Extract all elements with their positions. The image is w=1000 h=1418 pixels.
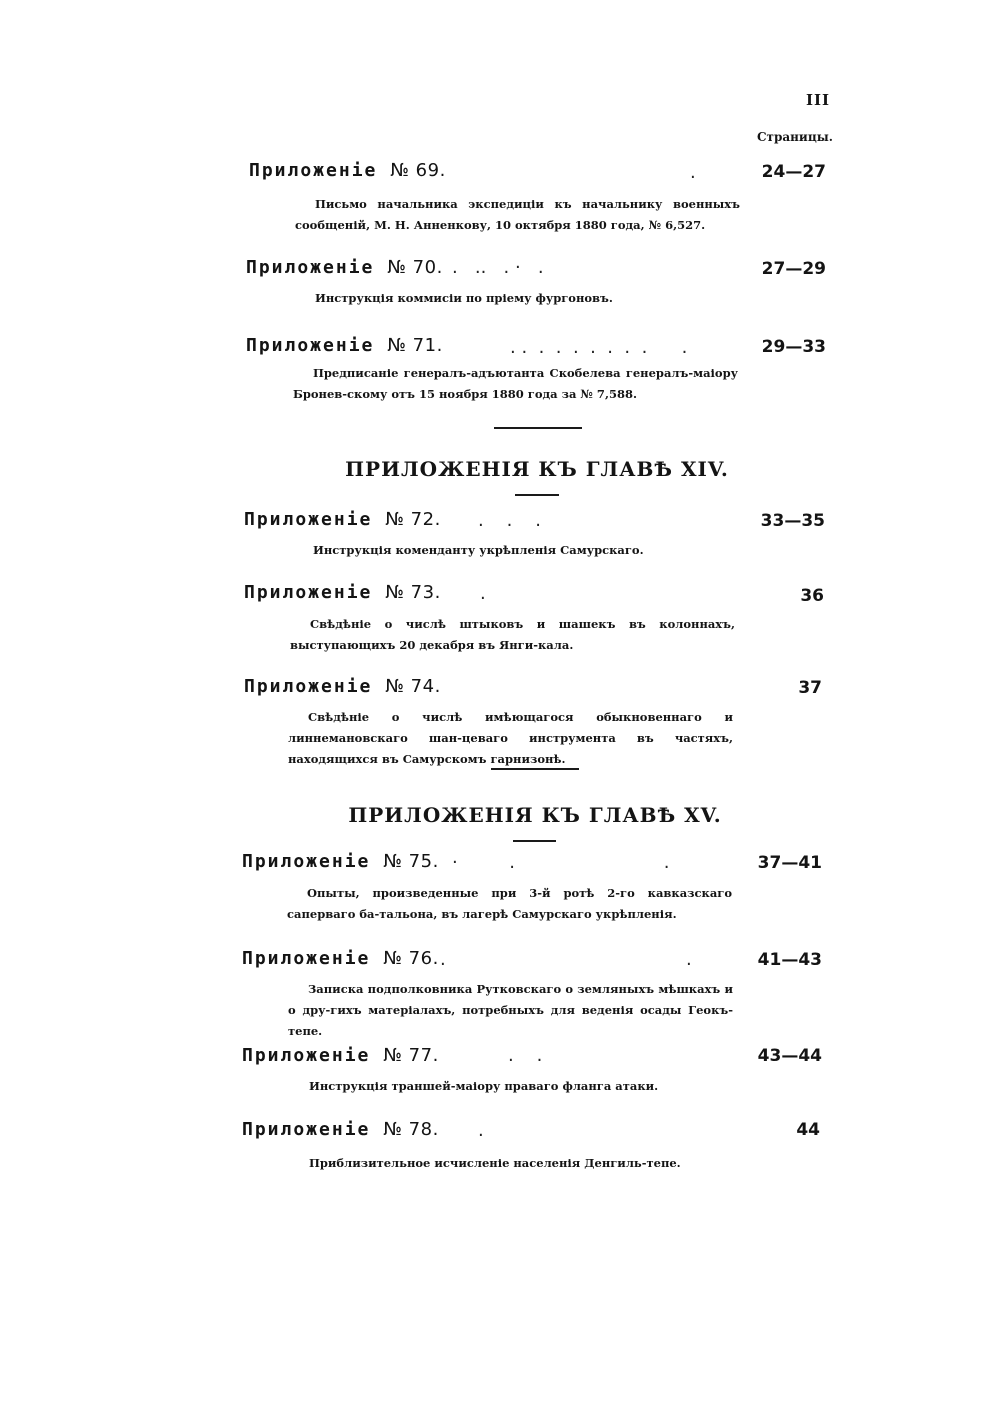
leader-dots: . . bbox=[508, 1045, 543, 1066]
appendix-label: Приложеніе bbox=[242, 948, 371, 969]
appendix-label: Приложеніе bbox=[249, 160, 378, 181]
appendix-label: Приложеніе bbox=[242, 1045, 371, 1066]
section-divider bbox=[491, 768, 579, 770]
appendix-pages-75: 37—41 bbox=[757, 853, 822, 873]
appendix-pages-78: 44 bbox=[796, 1120, 820, 1140]
heading-underline bbox=[515, 494, 559, 496]
appendix-number: № 72. bbox=[385, 509, 441, 530]
leader-dots: · . . bbox=[452, 852, 670, 873]
appendix-title-73 bbox=[244, 582, 441, 603]
appendix-pages-74: 37 bbox=[798, 678, 822, 698]
appendix-label: Приложеніе bbox=[244, 509, 373, 530]
appendix-description-75: Опыты, произведенные при 3-й ротѣ 2-го кавказскаго саперваго ба-тальона, въ лагерѣ Самурскаго укрѣпленія. bbox=[287, 886, 732, 921]
appendix-title-72 bbox=[244, 509, 441, 530]
section-divider bbox=[494, 427, 582, 429]
appendix-title-76 bbox=[242, 948, 439, 969]
appendix-number: № 71. bbox=[387, 335, 443, 356]
leader-dots: . . bbox=[440, 949, 692, 970]
appendix-pages-69: 24—27 bbox=[761, 162, 826, 182]
heading-underline bbox=[513, 840, 556, 842]
appendix-description-73: Свѣдѣніе о числѣ штыковъ и шашекъ въ колоннахъ, выступающихъ 20 декабря въ Янги-кала. bbox=[290, 617, 735, 652]
appendix-title-78 bbox=[242, 1119, 439, 1140]
appendix-pages-70: 27—29 bbox=[761, 259, 826, 279]
appendix-pages-71: 29—33 bbox=[761, 337, 826, 357]
appendix-label: Приложеніе bbox=[244, 582, 373, 603]
appendix-title-69 bbox=[249, 160, 446, 181]
chapter-heading-xiv: ПРИЛОЖЕНІЯ КЪ ГЛАВѢ XIV. bbox=[345, 457, 729, 481]
appendix-description-77: Инструкція траншей-маіору праваго фланга атаки. bbox=[309, 1079, 659, 1093]
appendix-description-70: Инструкція коммисіи по пріему фургоновъ. bbox=[315, 291, 613, 305]
appendix-title-75 bbox=[242, 851, 439, 872]
appendix-description-72: Инструкція коменданту укрѣпленія Самурскаго. bbox=[313, 543, 644, 557]
leader-dots: . .. . · . bbox=[452, 257, 544, 278]
leader-dots: . . . . . . . . . . bbox=[510, 337, 688, 358]
appendix-number: № 77. bbox=[383, 1045, 439, 1066]
appendix-label: Приложеніе bbox=[244, 676, 373, 697]
appendix-label: Приложеніе bbox=[242, 1119, 371, 1140]
appendix-label: Приложеніе bbox=[246, 257, 375, 278]
leader-dots: . bbox=[480, 583, 486, 604]
appendix-title-71 bbox=[246, 335, 443, 356]
appendix-description-69: Письмо начальника экспедиціи къ начальнику военныхъ сообщеній, М. Н. Анненкову, 10 октября 1880 года, № 6,527. bbox=[295, 197, 740, 232]
appendix-pages-76: 41—43 bbox=[757, 950, 822, 970]
appendix-number: № 69. bbox=[390, 160, 446, 181]
appendix-number: № 75. bbox=[383, 851, 439, 872]
appendix-description-71: Предписаніе генералъ-адъютанта Скобелева генералъ-маіору Бронев-скому отъ 15 ноября 1880 года за № 7,588. bbox=[293, 366, 738, 401]
leader-dots: . . . bbox=[478, 510, 541, 531]
appendix-number: № 70. bbox=[387, 257, 443, 278]
leader-dots: . bbox=[478, 1120, 484, 1141]
appendix-pages-72: 33—35 bbox=[760, 511, 825, 531]
leader-dots: . bbox=[690, 162, 696, 183]
appendix-number: № 73. bbox=[385, 582, 441, 603]
appendix-title-70 bbox=[246, 257, 443, 278]
appendix-label: Приложеніе bbox=[242, 851, 371, 872]
appendix-label: Приложеніе bbox=[246, 335, 375, 356]
appendix-number: № 76. bbox=[383, 948, 439, 969]
appendix-title-77 bbox=[242, 1045, 439, 1066]
appendix-pages-77: 43—44 bbox=[757, 1046, 822, 1066]
appendix-number: № 78. bbox=[383, 1119, 439, 1140]
chapter-heading-xv: ПРИЛОЖЕНІЯ КЪ ГЛАВѢ XV. bbox=[348, 803, 722, 827]
page-number: III bbox=[806, 91, 831, 109]
appendix-pages-73: 36 bbox=[800, 586, 824, 606]
appendix-description-78: Приблизительное исчисленіе населенія Денгиль-тепе. bbox=[309, 1156, 681, 1170]
appendix-description-74: Свѣдѣніе о числѣ имѣющагося обыкновеннаго и линнемановскаго шан-цеваго инструмента въ частяхъ, находящихся въ Самурскомъ гарнизонѣ. bbox=[288, 710, 733, 766]
pages-column-label: Страницы. bbox=[757, 130, 833, 144]
appendix-number: № 74. bbox=[385, 676, 441, 697]
appendix-description-76: Записка подполковника Рутковскаго о земляныхъ мѣшкахъ и о дру-гихъ матеріалахъ, потребныхъ для веденія осады Геокъ-тепе. bbox=[288, 982, 733, 1038]
appendix-title-74 bbox=[244, 676, 441, 697]
